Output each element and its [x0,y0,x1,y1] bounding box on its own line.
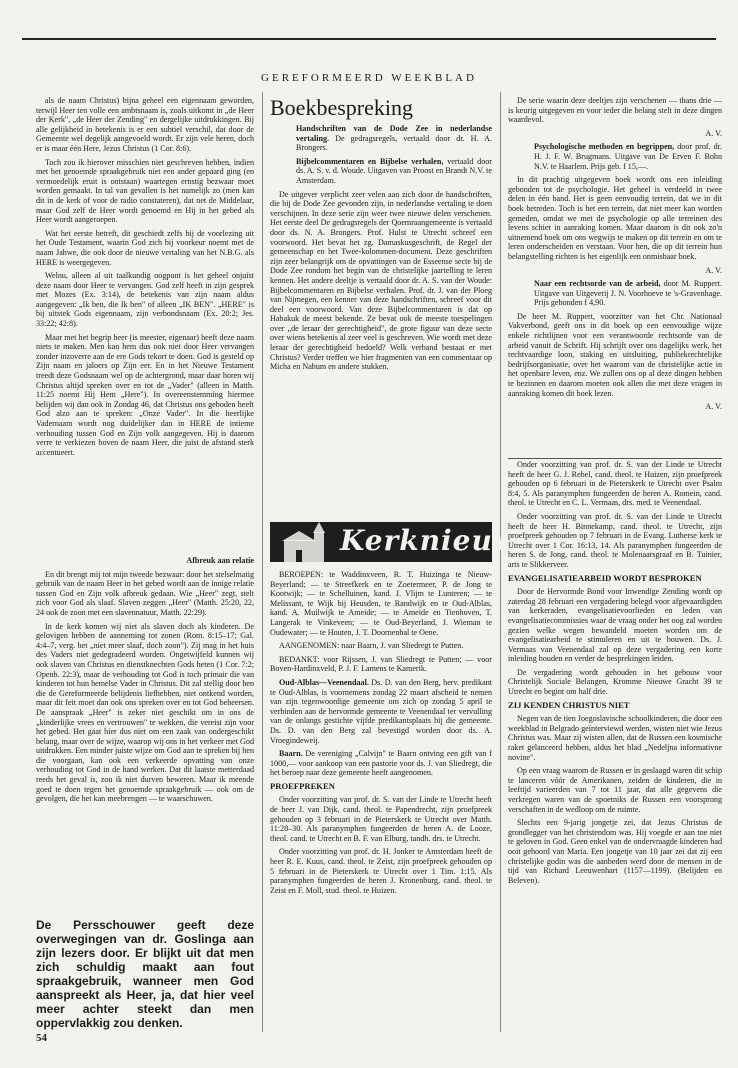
church-illustration [274,522,338,562]
church-roof [282,531,316,541]
book-details: De gedragsregels, vertaald door dr. H. A. Brongers. [296,133,492,153]
book-entry [508,142,722,171]
news-place: Baarn. [279,749,303,759]
column-divider-2 [500,92,501,1032]
paragraph [270,678,492,745]
closing-statement: De Persschouwer geeft deze overwegingen van dr. Goslinga aan zijn lezers door. Er blijkt uit dat men zich schuldig maakt aan fout spraakgebruik, wanneer men God aanspreekt als Heer, ja, dat hier veel meer achter steekt dan men oppervlakkig zou denken. [36,918,254,1030]
signature: A. V. [705,265,722,275]
paragraph: Maar met het begrip heer (is meester, eigenaar) heeft deze naam niets te maken. Men kan hem dus ook niet door Heer vervangen zonder inzoverre aan de ere Gods tekort te doen. God is gesteld op Zijn naam en jaloers op Zijn eer. En in het Nieuwe Testament treedt deze Godsnaam wel op de achtergrond, maar daar horen wij Christus altijd spreken over en tot de „Vader" (alleen in Matth. 11:25 noemt Hij Hem „Here"). In overeenstemming hiermee belijden wij dan ook in Zondag 46, dat Christus ons geboden heeft God alzo aan te spreken: „Onze Vader". In die heerlijke Vadernaam wordt nog duidelijker dan in HERE de intieme verhouding tussen God en Zijn volk aangegeven. Hij is daarom verre te verkiezen boven de naam Heer, die juist de afstand sterk accentueert. [36,332,254,457]
paragraph: als de naam Christus) bijna geheel een eigennaam geworden, terwijl Heer ten volle een ambtsnaam is, zoals uitkomt in „de Heer der Kerk", „de Heer der Zending" en dergelijke uitdrukkingen. Bij alle gelijkheid in betekenis is er een subtiel verschil, dat door de Gemeente wel degelijk aangevoeld wordt. Er zijn vele heren, doch er is maar één Here, Jezus Christus (1 Cor. 8:6). [36,96,254,153]
book-details: door prof. dr. H. J. F. W. Brugmans. Uitgave van De Erven F. Bohn N.V. te Haarlem. Prijs geb. f 15,—. [534,142,722,171]
church-tower [314,532,324,562]
signature: A. V. [705,402,722,412]
paragraph: De uitgever verplicht zeer velen aan zich door de handschriften, die bij de Dode Zee gevonden zijn, in nederlandse vertaling te doen verschijnen. In deze serie zijn weer twee nieuwe delen verschenen. Het eerste deel De gedragsregels der Qoemraangemeente is vertaald door ds. N. A. Brongers. Prof. Hulst te Utrecht schreef een voorwoord. Het bevat het zg. Damaskusgeschrift, de Regel der gemeenschap en het Twee-kolommen-document. Deze geschriften zijn zeer belangrijk om de opvattingen van de Esseense secte bij de Dode Zee rondom het begin van de christelijke jaartelling te leren kennen. Het andere deeltje is vertaald door dr. A. S. van der Woude: Bijbelcommentaren en Bijbelse verhalen. Prof. dr. J. van der Ploeg van Nijmegen, een kenner van deze handschriften, schreef voor dit deel een voorwoord. Van deze Bijbelcommentaren is dat op Habakuk de meest bekende. Ze bevat ook de meeste toespelingen over „de leraar der gerechtigheid", de grote figuur van deze secte over wiens betekenis al zeer veel is geschreven. Wie wordt met deze leraar der gerechtigheid bedoeld? Welk verband bestaat er met Christus? Verder treffen we hier fragmenten van een commentaar op Micha en Nahum en andere stukken. [270,189,492,372]
signature: A. V. [705,128,722,138]
kerknieuws-banner [270,522,535,562]
book-review-section [270,96,492,516]
paragraph [270,749,492,778]
paragraph: Onder voorzitting van prof. dr. S. van der Linde te Utrecht heeft de heer H. Binnekamp, cand. theol. te Utrecht, zijn proefpreek gehouden op 7 februari in de Evang. Lutherse kerk te Utrecht over 1 Cor. 16:13, 14. Als paranymphen fungeerden de heren S. de Jong, cand. theol. te Molenaarsgraaf en B. Tuinier, arts te Slikkerveer. [508,511,722,569]
book-title: Naar een rechtsorde van de arbeid, [534,279,661,289]
banner-title: Kerknieuws [340,524,535,557]
paragraph: In de kerk komen wij niet als slaven doch als kinderen. De gelovigen hebben de aanneming tot zonen (Rom. 8:15–17; Gal. 4:4–7, verg. het „niet meer slaaf, doch zoon"). Zij mag in het huis des Vaders niet gedegradeerd worden. Ongetwijfeld kunnen wij ook slaven van Christus en dienstknechten Gods heten (1 Cor. 7:2; Openb. 22:3), maar de verhouding tot God is toch primair die van kinderen tot hun hemelse Vader in Christus. Dit zal stellig door hen die de Gereformeerde belijdenis liefhebben, niet ontkend worden, maar dit feit moet dan ook ons spreken over en tot God beheersen. De aanspraak „Heer" is zeker niet geschikt om in ons de „kinderlijke vrees en vertrouwen" te wekken, die vereist zijn voor het gebed. Het gaat hier dus niet om een zaak van ondergeschikt belang, maar over de wijze, waarop wij ons in het verkeer met God uitdrukken. Een minder juiste wijze om God aan te spreken bij hen die voorgaan, kan ook een verkeerde opvatting van onze verhouding tot God in de hand werken. Dat dit laatste metterdaad reeds het geval is, zou ik niet durven beweren. Maar ik meende goed te doen tegen het genoemde spraakgebruik — ook om de gevolgen, die het kan meebrengen — te waarschuwen. [36,621,254,804]
section-heading: PROEFPREKEN [270,780,335,791]
section-heading: EVANGELISATIEARBEID WORDT BESPROKEN [508,572,702,583]
masthead: GEREFORMEERD WEEKBLAD [261,72,477,84]
book-details: vertaald door ds. A. S. v. d. Woude. Uitgaven van Proost en Brandt N.V. te Amsterdam. [296,156,492,185]
section-heading: ZIJ KENDEN CHRISTUS NIET [508,699,630,710]
book-entry [508,279,722,308]
news-text: Slechts een 9-jarig jongetje zei, dat Jezus Christus de grondlegger van het christendom was. Hij voegde er aan toe niet te geloven in God. Geen enkel van de ondervraagde kinderen had ooit gehoord van Maria. Een jongetje van 10 jaar zei dat zij een christelijke godin was die aanbeden werd door de mensen in de tijd van Richard Leeuwenhart (1157—1199). [508,818,722,876]
source-note: (Belijden en Beleven). [508,866,723,885]
column-1-continuation [36,556,254,908]
paragraph: De heer M. Ruppert, voorzitter van het Chr. Nationaal Vakverbond, geeft ons in dit boek op een eenvoudige wijze enkele richtlijnen voor een verantwoorde rechtsorde van de arbeid vanuit de Schrift. Hij schrijft over ons dagelijks werk, het rechtvaardige loon, staking en uitsluiting, publiekrechtelijke bedrijfsorganisatie, over het waarom van de christelijke actie in het openbare leven, enz. We zullen ons op al deze dingen hebben te bezinnen en daarom moeten ook allen die met deze vragen in aanraking komen dit boek lezen. [508,311,722,398]
news-text: De vereniging „Calvijn" te Baarn ontving een gift van f 1000,— voor aankoop van een pastorie voor ds. J. van Sliedregt, die het beroep naar deze gemeente heeft aangenomen. [270,749,492,778]
paragraph: BEDANKT: voor Rijssen, J. van Sliedregt te Putten; — voor Boven-Hardinxveld, P. J. F. Lamens te Kamerik. [270,654,492,674]
book-entry [270,157,492,186]
paragraph: En dit brengt mij tot mijn tweede bezwaar: door het stelselmatig gebruik van de naam Heer in het gebed wordt aan de innige relatie tussen God en Zijn volk afbreuk gedaan. Wie „Heer" zegt, stelt zich voor God als slaaf. Slaven zeggen „Heer" (Matth. 25:20, 22, 24 ook de zoon met een slavennatuur, Matth. 22:29). [36,569,254,617]
church-news-section [270,570,492,1050]
paragraph: Welnu, alleen al uit taalkundig oogpunt is het geheel onjuist deze naam door Heer te vervangen. God zelf heeft in zijn gesprek met Mozes (Ex. 3:14), de betekenis van zijn naam aldus aangegeven: „Ik ben, die Ik ben" of alleen „IK BEN". „HERE" is bij uitstek Gods eigennaam, zijn verbondsnaam (Ex. 20:2; Jes. 33:22; 42:8). [36,271,254,329]
book-details: door M. Ruppert. Uitgave van Uitgeverij J. N. Voorhoeve te 's-Gravenhage. Prijs gebonden f 4,90. [534,279,722,308]
paragraph: Negen van de tien Joegoslavische schoolkinderen, die door een weekblad in Belgrado geïnterviewd werden, wisten niet wie Jezus Christus was. Maar zij wisten allen, dat de Russen een kosmische raket gelanceerd hebben, aldus het blad „Nedeljna informativne novine". [508,714,722,762]
paragraph: Door de Hervormde Bond voor Inwendige Zending wordt op zaterdag 28 februari een vergadering belegd voor afgevaardigden van kerkeraden, evangelisatievoorlieden en leden van evangelisatiecommissies waar de vraag onder het oog zal worden gezien welke wegen bewandeld moeten worden om de evangelisatiearbeid te stimuleren en uit te bouwen. Ds. J. Vermaas van Veenendaal zal op deze vergadering een korte inleiding houden en verder de besprekingen leiden. [508,587,722,664]
top-rule [22,38,716,40]
news-text: Ds. D. van den Berg, herv. predikant te Oud-Alblas, is voornemens zondag 22 maart afscheid te nemen van zijn tegenwoordige gemeente om zich op zondag 5 april te verbinden aan de hervormde gemeente te Veenendaal ter vervulling van de onlangs gestichte vijfde predikantsplaats bij die gemeente. Ds. D. van den Berg zal bevestigd worden door ds. A. Vroegindeweij. [270,677,492,745]
paragraph: Onder voorzitting van prof. dr. S. van der Linde te Utrecht heeft de heer J. van Dijk, cand. theol. te Papendrecht, zijn proefpreek gehouden op 3 februari in de Pieterskerk te Utrecht over Matth. 11:28–30. Als paranymphen fungeerden de heren A. de Looze, theol. cand. te Utrecht en B. F. van Elburg, tandh. drs. te Utrecht. [270,795,492,843]
paragraph: AANGENOMEN: naar Baarn, J. van Sliedregt te Putten. [279,641,464,651]
paragraph: Onder voorzitting van prof. dr. S. van der Linde te Utrecht heeft de heer G. J. Rebel, cand. theol. te Huizen, zijn proefpreek gehouden op 6 februari in de Pieterskerk te Utrecht over Psalm 8:4, 5. Als paranymphen fungeerden de heren A. Romein, cand. theol. te Utrecht en C. L. Vermaas, drs. med. te Veenendaal. [508,460,722,508]
book-review-title: Boekbespreking [270,95,413,120]
book-title: Handschriften van de Dode Zee in nederlandse vertaling. [296,124,492,143]
page-number: 54 [36,1032,47,1044]
paragraph: De serie waarin deze deeltjes zijn verschenen — thans drie — is keurig uitgegeven en voor ieder die belang stelt in deze dingen waardevol. [508,96,722,125]
paragraph: Onder voorzitting van prof. dr. H. Jonker te Amsterdam heeft de heer R. E. Kuus, cand. theol. te Zeist, zijn proefpreek gehouden op 5 februari in de Pieterskerk te Utrecht over 1 Tim. 1:15. Als paranymphen fungeerden de heren J. Kronenburg, cand. theol. te Zeist en F. Moll, stud. theol. te Huizen. [270,847,492,895]
paragraph: In dit prachtig uitgegeven boek wordt ons een inleiding gebonden tot de psychologie. Het geheel is verdeeld in twee delen in één band. Het is geen eenvoudig terrein, dat we in dit boek betreden. Toch is het een terrein, dat niet meer kan worden gemeden, omdat we met de psychologie op alle terreinen des levens schier in aanraking komen. Maar daarom is dit ook zo'n uitnemend boek om ons wegwijs te maken op dit terrein en om te leren onderscheiden en verstaan. Voor hen, die op dit terrein hun belangstelling richten is het eigenlijk een onmisbaar boek. [508,175,722,261]
paragraph [508,818,722,885]
paragraph: Wat het eerste betreft, dit geschiedt zelfs bij de voorlezing uit het Oude Testament, waarin God zich bij voorkeur noemt met de naam Jahwe, die ook door de nieuwe vertaling van het N.B.G. als HERE is weergegeven. [36,228,254,267]
book-title: Psychologische methoden en begrippen, [534,142,675,152]
news-place: Oud-Alblas—Veenendaal. [279,677,369,687]
paragraph: Op een vraag waarom de Russen er in geslaagd waren dit schip te lanceren vóór de Amerikanen, zeiden de kinderen, die in leeftijd varieerden van 7 tot 11 jaar, dat alle gegevens die verkregen waren van de spoetniks de Russen een voorsprong verschaften in de wedloop om de ruimte. [508,766,722,814]
column-3-news [508,460,722,1050]
paragraph: De vergadering wordt gehouden in het gebouw voor Christelijk Sociale Belangen, Kromme Nieuwe Gracht 39 te Utrecht en begint om half drie. [508,667,722,697]
church-spire [313,522,325,533]
paragraph: Toch zou ik hierover misschien niet geschreven hebben, indien met het genoemde spraakgebruik niet een ander gepaard ging (en vermoedelijk eruit is ontstaan) waartegen ernstig bezwaar moet worden gemaakt. In tal van gevallen is het namelijk zo (men kan dit in de kerk of voor de radio constateren), dat net de Middelaar, maar God zelf de Heer wordt genoemd en Hij in het gebed als Heer wordt aangeroepen. [36,157,254,225]
book-review-continuation [508,96,722,454]
book-entry [270,124,492,153]
column-divider-1 [262,92,263,1032]
column-3-separator [508,458,722,459]
church-door [296,550,302,562]
book-title: Bijbelcommentaren en Bijbelse verhalen, [296,156,444,166]
paragraph: BEROEPEN: te Waddinxveen, R. T. Huizinga te Nieuw-Beyerland; — te Streefkerk en te Zoetermeer, P. de Jong te Kootwijk; — te Schelluinen, kand. J. Vlijm te Lunteren; — te Melissant, te Wijk bij Heusden, te Randwijk en te Oud-Alblas, kand. A. Muilwijk te Ameide; — te Ameide en Tienhoven, T. Langerak te Vinkeveen; — te Oud-Beyerland, J. Wieman te Oudewater; — te Houten, J. T. Doornenbal te Oene. [270,570,492,637]
section-heading: Afbreuk aan relatie [186,556,254,565]
